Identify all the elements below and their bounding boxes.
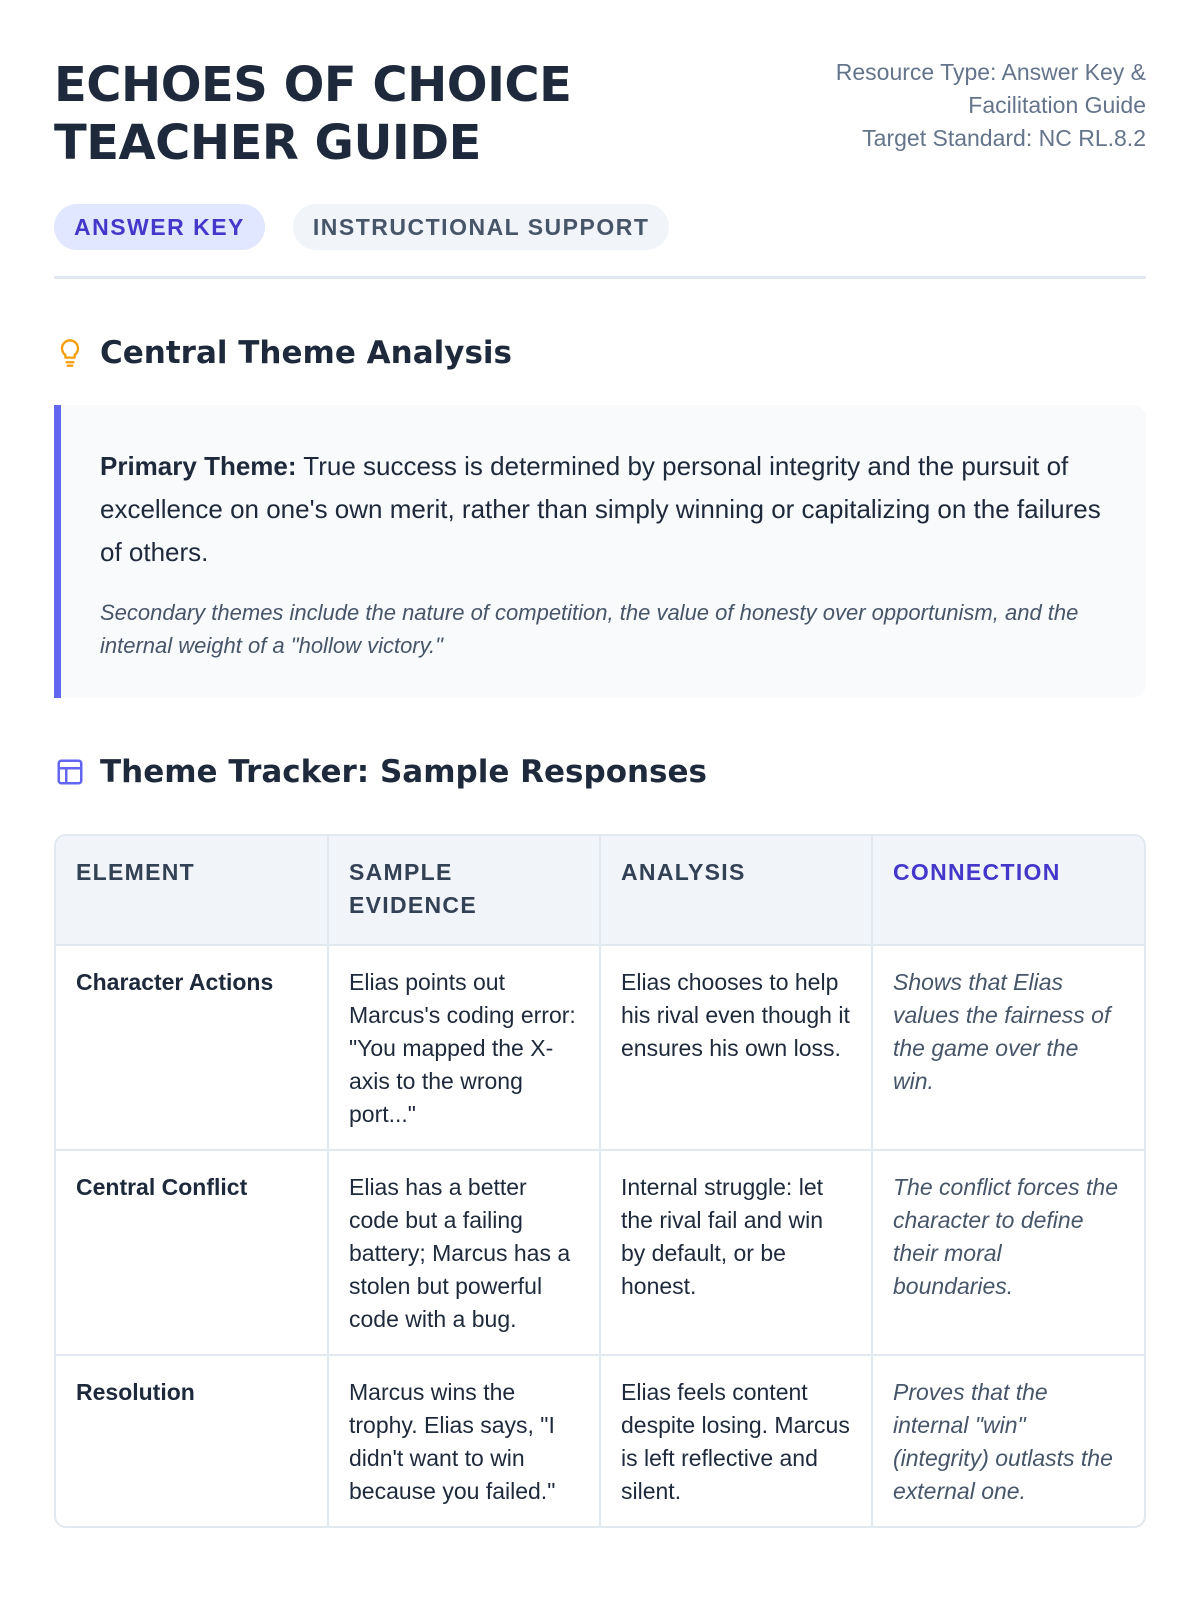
- instructional-support-badge: INSTRUCTIONAL SUPPORT: [293, 204, 669, 250]
- table-header-row: [56, 836, 1144, 945]
- primary-theme-text: [100, 445, 1106, 574]
- resource-type-line2: Facilitation Guide: [968, 92, 1146, 118]
- target-standard: Target Standard: NC RL.8.2: [862, 125, 1146, 151]
- row-element: Character Actions: [56, 945, 328, 1150]
- resource-type-line1: Resource Type: Answer Key &: [835, 59, 1146, 85]
- column-header-element: ELEMENT: [56, 836, 328, 945]
- row-element: Resolution: [56, 1355, 328, 1526]
- secondary-themes-text: Secondary themes include the nature of competition, the value of honesty over opportunism, and the internal weight of a "hollow victory.": [100, 600, 1079, 658]
- row-evidence: Marcus wins the trophy. Elias says, "I didn't want to win because you failed.": [328, 1355, 600, 1526]
- column-header-connection: CONNECTION: [872, 836, 1144, 945]
- column-header-analysis: ANALYSIS: [600, 836, 872, 945]
- theme-tracker-table: [54, 834, 1146, 1528]
- answer-key-badge: ANSWER KEY: [54, 204, 265, 250]
- tracker-section-title: Theme Tracker: Sample Responses: [100, 754, 707, 790]
- theme-section-header: [54, 335, 1146, 371]
- page-title-line2: TEACHER GUIDE: [54, 115, 481, 171]
- row-analysis: Internal struggle: let the rival fail and win by default, or be honest.: [600, 1150, 872, 1355]
- row-connection: Shows that Elias values the fairness of the game over the win.: [872, 945, 1144, 1150]
- header: [54, 56, 1146, 172]
- row-analysis: Elias feels content despite losing. Marcus is left reflective and silent.: [600, 1355, 872, 1526]
- row-evidence: Elias points out Marcus's coding error: "You mapped the X-axis to the wrong port...": [328, 945, 600, 1150]
- header-divider: [54, 276, 1146, 279]
- primary-theme-label: Primary Theme:: [100, 451, 297, 481]
- theme-section-title: Central Theme Analysis: [100, 335, 512, 371]
- page-title-line1: ECHOES OF CHOICE: [54, 57, 572, 113]
- row-analysis: Elias chooses to help his rival even though it ensures his own loss.: [600, 945, 872, 1150]
- row-connection: Proves that the internal "win" (integrity) outlasts the external one.: [893, 1379, 1113, 1504]
- layout-icon: [54, 756, 86, 788]
- row-evidence: Elias has a better code but a failing battery; Marcus has a stolen but powerful code with a bug.: [328, 1150, 600, 1355]
- tracker-section-header: [54, 754, 1146, 790]
- table-row: [56, 1355, 1144, 1526]
- lightbulb-icon: [54, 337, 86, 369]
- row-element: Central Conflict: [56, 1150, 328, 1355]
- page-title: [54, 56, 674, 172]
- primary-theme-callout: [54, 405, 1146, 698]
- table-row: [56, 945, 1144, 1150]
- row-connection: The conflict forces the character to define their moral boundaries.: [872, 1150, 1144, 1355]
- tag-list: [54, 204, 1146, 250]
- primary-theme-body: True success is determined by personal integrity and the pursuit of excellence on one's own merit, rather than simply winning or capitalizing on the failures of others.: [100, 451, 1101, 567]
- table-row: [56, 1150, 1144, 1355]
- resource-meta: [786, 56, 1146, 155]
- column-header-evidence: SAMPLE EVIDENCE: [328, 836, 600, 945]
